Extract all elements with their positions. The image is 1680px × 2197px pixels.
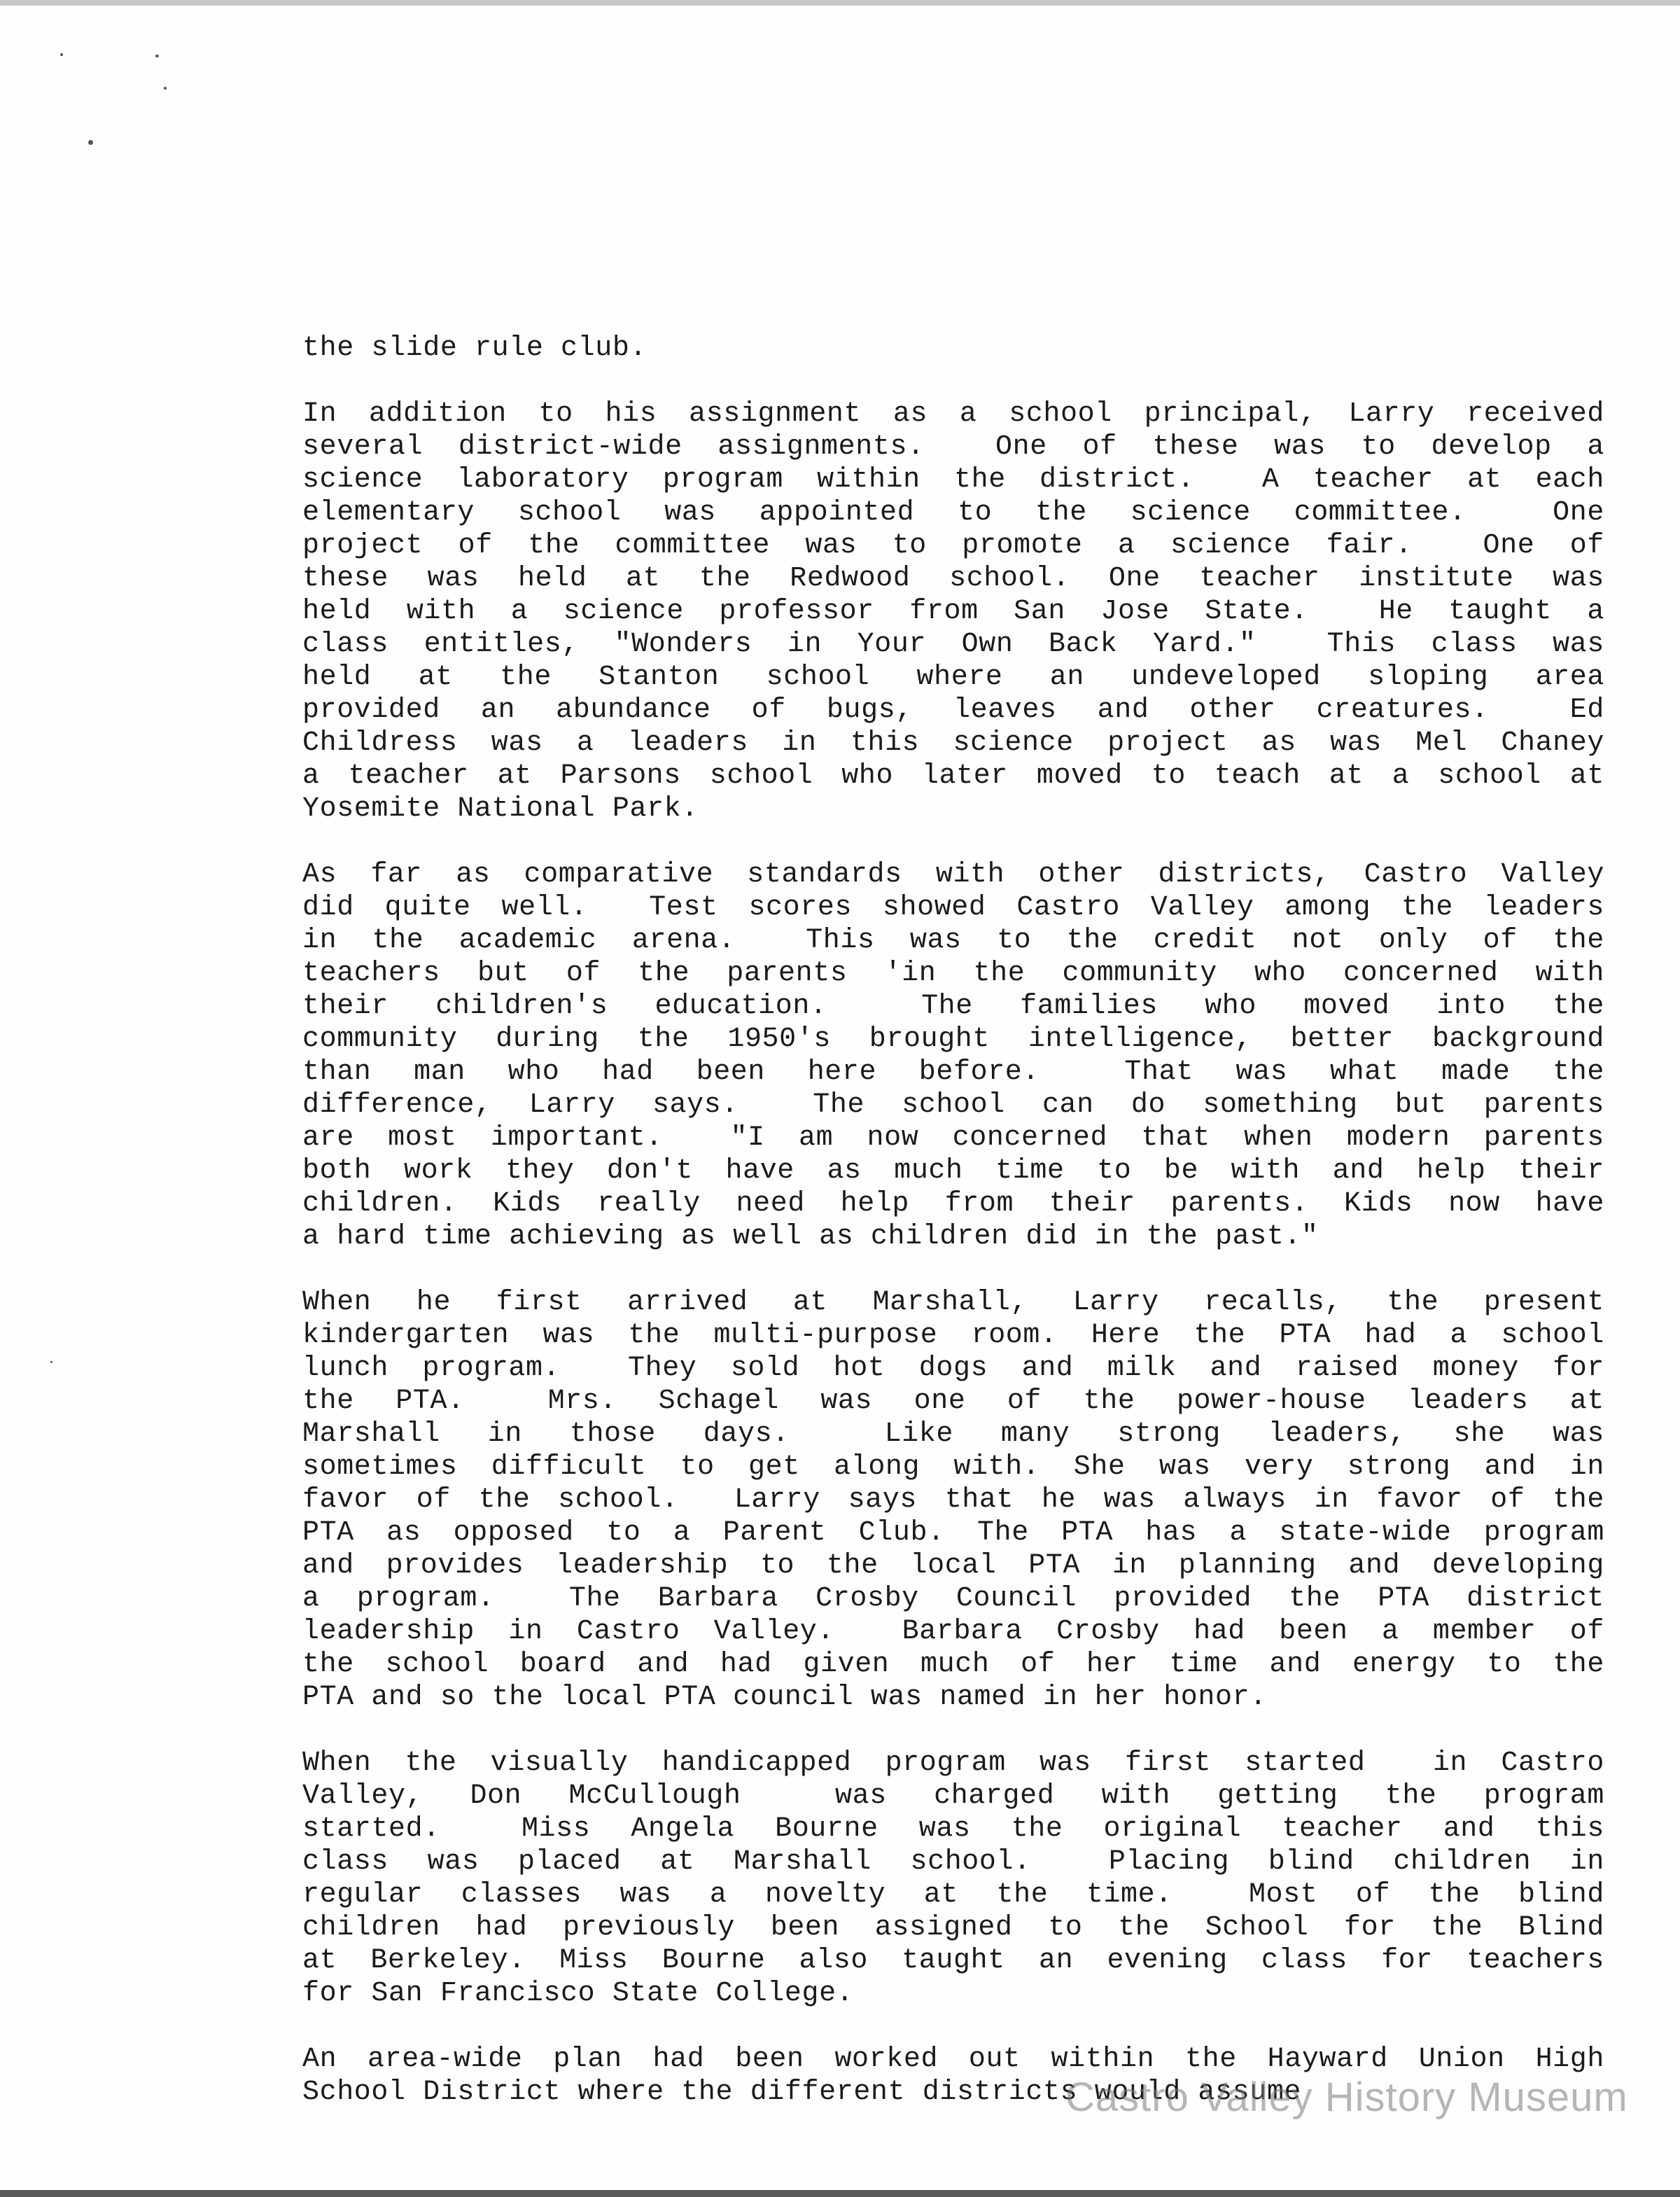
text-line: Valley, Don McCullough was charged with getting the program	[302, 1780, 1604, 1812]
text-line: elementary school was appointed to the science committee. One	[302, 497, 1604, 529]
text-line: started. Miss Angela Bourne was the original teacher and this	[302, 1813, 1604, 1845]
text-line: School District where the different districts would assume	[302, 2077, 1302, 2108]
text-line: PTA as opposed to a Parent Club. The PTA has a state-wide program	[302, 1517, 1604, 1549]
scan-bottom-edge	[0, 2190, 1680, 2197]
text-line: in the academic arena. This was to the credit not only of the	[302, 925, 1604, 956]
text-line: than man who had been here before. That was what made the	[302, 1056, 1604, 1088]
text-line: children. Kids really need help from their parents. Kids now have	[302, 1188, 1604, 1220]
text-line: did quite well. Test scores showed Castro Valley among the leaders	[302, 892, 1604, 923]
text-line: PTA and so the local PTA council was named in her honor.	[302, 1682, 1267, 1713]
text-line: In addition to his assignment as a school principal, Larry received	[302, 398, 1604, 430]
paragraph	[302, 858, 1604, 1253]
text-line: community during the 1950's brought intelligence, better background	[302, 1024, 1604, 1055]
text-line: science laboratory program within the district. A teacher at each	[302, 464, 1604, 496]
text-line: held with a science professor from San Jose State. He taught a	[302, 596, 1604, 627]
scan-speck	[88, 140, 93, 145]
text-line: are most important. "I am now concerned that when modern parents	[302, 1122, 1604, 1154]
text-line: the slide rule club.	[302, 333, 648, 364]
text-line: favor of the school. Larry says that he was always in favor of the	[302, 1484, 1604, 1516]
scan-speck	[60, 53, 63, 56]
scan-speck	[164, 87, 167, 90]
scan-speck	[50, 1361, 52, 1363]
text-line: at Berkeley. Miss Bourne also taught an evening class for teachers	[302, 1945, 1604, 1976]
text-line: a teacher at Parsons school who later moved to teach at a school at	[302, 760, 1604, 792]
text-line: provided an abundance of bugs, leaves and other creatures. Ed	[302, 695, 1604, 726]
text-line: lunch program. They sold hot dogs and milk and raised money for	[302, 1353, 1604, 1384]
text-line: held at the Stanton school where an undeveloped sloping area	[302, 662, 1604, 693]
text-line: both work they don't have as much time to be with and help their	[302, 1155, 1604, 1187]
text-line: sometimes difficult to get along with. She was very strong and in	[302, 1451, 1604, 1483]
text-line: for San Francisco State College.	[302, 1978, 854, 2009]
text-line: kindergarten was the multi-purpose room. Here the PTA had a school	[302, 1320, 1604, 1351]
text-line: a program. The Barbara Crosby Council provided the PTA district	[302, 1583, 1604, 1614]
text-line: the school board and had given much of her time and energy to the	[302, 1649, 1604, 1680]
text-line: these was held at the Redwood school. One teacher institute was	[302, 563, 1604, 594]
text-line: Marshall in those days. Like many strong leaders, she was	[302, 1418, 1604, 1450]
text-line: Childress was a leaders in this science project as was Mel Chaney	[302, 727, 1604, 759]
text-line: When the visually handicapped program was first started in Castro	[302, 1748, 1604, 1779]
text-line: several district-wide assignments. One of these was to develop a	[302, 431, 1604, 463]
museum-watermark: Castro Valley History Museum	[1065, 2074, 1628, 2120]
text-line: and provides leadership to the local PTA in planning and developing	[302, 1550, 1604, 1582]
text-line: children had previously been assigned to the School for the Blind	[302, 1912, 1604, 1944]
text-line: difference, Larry says. The school can do something but parents	[302, 1089, 1604, 1121]
text-line: the PTA. Mrs. Schagel was one of the power-house leaders at	[302, 1386, 1604, 1417]
text-line: a hard time achieving as well as children did in the past."	[302, 1221, 1319, 1253]
scan-top-edge	[0, 0, 1680, 6]
text-line: regular classes was a novelty at the time. Most of the blind	[302, 1879, 1604, 1911]
text-line: teachers but of the parents 'in the community who concerned with	[302, 958, 1604, 989]
text-line: leadership in Castro Valley. Barbara Crosby had been a member of	[302, 1616, 1604, 1647]
document-body	[302, 332, 1604, 2142]
text-line: their children's education. The families who moved into the	[302, 991, 1604, 1022]
text-line: An area-wide plan had been worked out within the Hayward Union High	[302, 2044, 1604, 2075]
scan-speck	[155, 55, 159, 57]
text-line: class was placed at Marshall school. Placing blind children in	[302, 1846, 1604, 1878]
text-line: When he first arrived at Marshall, Larry recalls, the present	[302, 1287, 1604, 1318]
paragraph	[302, 398, 1604, 825]
text-line: Yosemite National Park.	[302, 793, 699, 825]
paragraph	[302, 1747, 1604, 2010]
text-line: project of the committee was to promote a science fair. One of	[302, 530, 1604, 562]
paragraph	[302, 1286, 1604, 1714]
text-line: As far as comparative standards with other districts, Castro Valley	[302, 859, 1604, 891]
text-line: class entitles, "Wonders in Your Own Back Yard." This class was	[302, 629, 1604, 660]
paragraph	[302, 332, 1604, 365]
